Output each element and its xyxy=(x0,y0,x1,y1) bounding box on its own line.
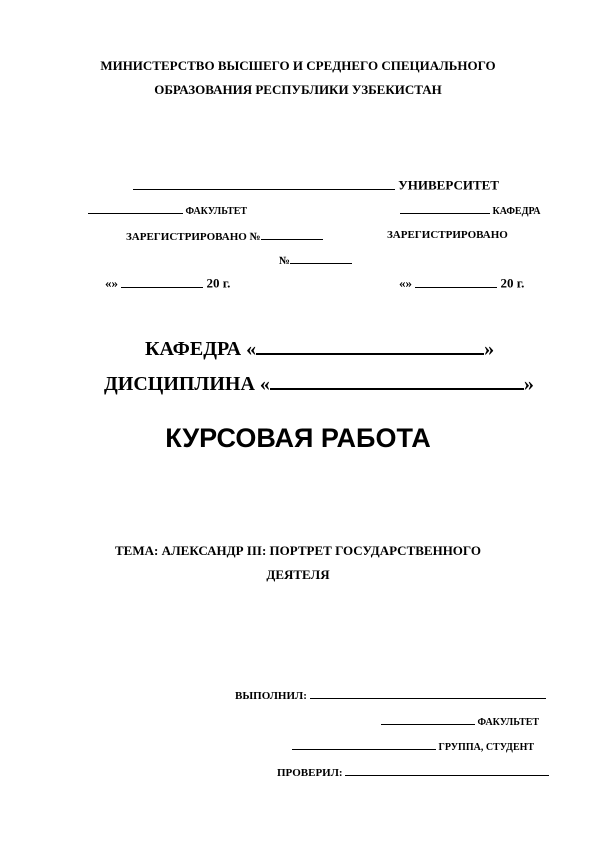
ministry-line-1: МИНИСТЕРСТВО ВЫСШЕГО И СРЕДНЕГО СПЕЦИАЛЬНОГО xyxy=(100,58,496,73)
department-blank xyxy=(400,204,490,214)
footer-faculty-line xyxy=(381,715,539,728)
footer-faculty-blank xyxy=(381,715,475,725)
date-left-year: 20 г. xyxy=(206,275,231,291)
faculty-blank xyxy=(88,204,183,214)
kafedra-blank xyxy=(256,333,484,355)
checked-by-label: ПРОВЕРИЛ: xyxy=(277,766,343,779)
university-blank xyxy=(133,177,395,190)
kafedra-prefix: КАФЕДРА « xyxy=(145,338,257,360)
university-label: УНИВЕРСИТЕТ xyxy=(398,177,499,193)
faculty-label: ФАКУЛЬТЕТ xyxy=(185,206,248,217)
discipline-suffix: » xyxy=(523,373,534,395)
kafedra-suffix: » xyxy=(484,338,495,360)
department-label: КАФЕДРА xyxy=(492,206,541,217)
checked-by-blank xyxy=(345,765,549,776)
registered-number-line xyxy=(279,253,352,267)
performed-by-blank xyxy=(310,688,546,699)
date-right-quote: «» xyxy=(399,275,412,291)
group-student-line xyxy=(292,740,534,753)
registered-left-blank xyxy=(261,229,323,240)
date-right-blank xyxy=(415,275,497,288)
registered-right-label: ЗАРЕГИСТРИРОВАНО xyxy=(387,229,508,241)
group-student-blank xyxy=(292,740,436,750)
footer-faculty-label: ФАКУЛЬТЕТ xyxy=(477,717,540,728)
discipline-line xyxy=(104,368,534,396)
topic-line-2: ДЕЯТЕЛЯ xyxy=(266,567,330,582)
date-right-line xyxy=(399,275,524,292)
registered-left-line xyxy=(126,229,323,243)
topic-line-1: ТЕМА: АЛЕКСАНДР III: ПОРТРЕТ ГОСУДАРСТВЕННОГО xyxy=(115,543,481,558)
work-title: КУРСОВАЯ РАБОТА xyxy=(165,423,431,453)
registered-left-label: ЗАРЕГИСТРИРОВАНО № xyxy=(126,230,261,243)
checked-by-line xyxy=(277,765,549,779)
department-line xyxy=(400,204,541,217)
date-left-blank xyxy=(121,275,203,288)
group-student-label: ГРУППА, СТУДЕНТ xyxy=(438,742,535,753)
discipline-blank xyxy=(270,368,524,390)
number-blank xyxy=(290,253,352,264)
number-sign: № xyxy=(279,254,291,267)
faculty-line xyxy=(88,204,247,217)
discipline-prefix: ДИСЦИПЛИНА « xyxy=(104,373,270,395)
date-left-line xyxy=(105,275,230,292)
date-right-year: 20 г. xyxy=(500,275,525,291)
date-left-quote: «» xyxy=(105,275,118,291)
performed-by-label: ВЫПОЛНИЛ: xyxy=(235,689,307,702)
university-line xyxy=(133,177,499,194)
performed-by-line xyxy=(235,688,546,702)
kafedra-line xyxy=(145,333,494,361)
ministry-line-2: ОБРАЗОВАНИЯ РЕСПУБЛИКИ УЗБЕКИСТАН xyxy=(154,82,442,97)
